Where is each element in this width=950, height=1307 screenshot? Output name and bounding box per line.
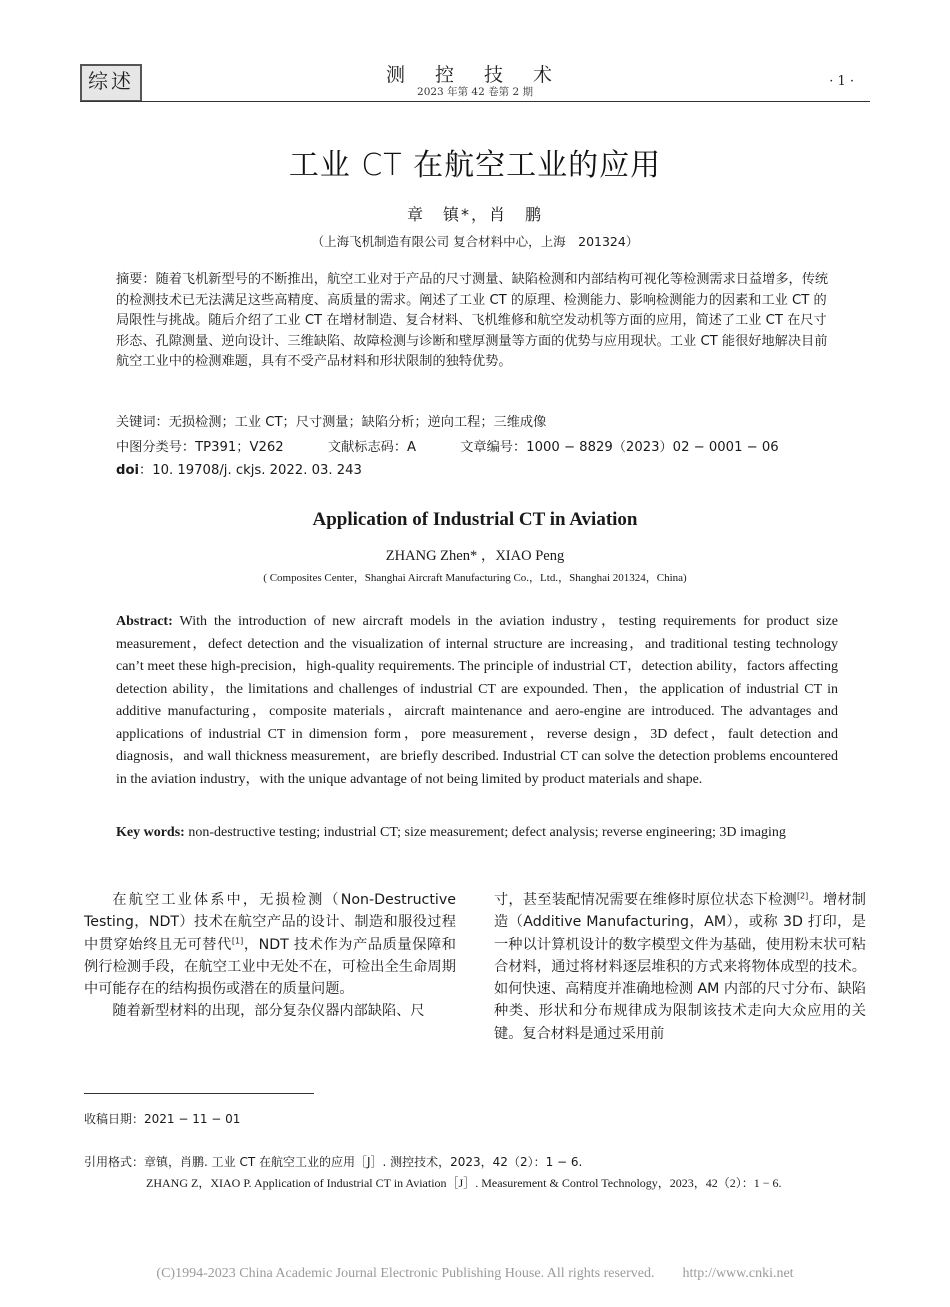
- body-paragraph: [84, 889, 456, 1000]
- paper-title-en: Application of Industrial CT in Aviation: [312, 509, 638, 530]
- authors-cn: 章 镇*，肖 鹏: [406, 205, 543, 224]
- copyright-watermark: (C)1994-2023 China Academic Journal Electronic Publishing House. All rights reserved. http://www.cnki.net: [156, 1266, 794, 1281]
- keywords-cn-label: 关键词：: [116, 415, 169, 430]
- keywords-en-label: Key words:: [116, 825, 185, 840]
- authors-en: ZHANG Zhen* ，XIAO Peng: [385, 548, 565, 564]
- doc-code: 文献标志码：A: [327, 440, 417, 455]
- doi-label: doi: [116, 463, 140, 478]
- body-paragraph: 随着新型材料的出现，部分复杂仪器内部缺陷、尺: [112, 1003, 425, 1020]
- abstract-cn-label: 摘要：: [116, 272, 156, 287]
- issue-info: 2023 年第 42 卷第 2 期: [417, 86, 533, 98]
- footnote-divider: [84, 1093, 314, 1094]
- citation-ref[interactable]: [2]: [796, 891, 809, 901]
- doi-line: [116, 461, 838, 482]
- citation-format-en: ZHANG Z，XIAO P. Application of Industrial CT in Aviation［J］. Measurement & Control Technology，2023，42（2）：1 − 6.: [146, 1176, 782, 1190]
- paper-title-cn: 工业 CT 在航空工业的应用: [288, 148, 662, 183]
- abstract-en: [116, 611, 838, 791]
- keywords-cn-text: 无损检测；工业 CT；尺寸测量；缺陷分析；逆向工程；三维成像: [168, 415, 547, 430]
- section-tag: 综述: [80, 64, 142, 102]
- body-text: 。增材制造（Additive Manufacturing，AM），或称 3D 打印，是一种以计算机设计的数字模型文件为基础，使用粉末状可粘合材料，通过将材料逐层堆积的方式来将物体成型的技术。如何快速、高精度并准确地检测 AM 内部的尺寸分布、缺陷种类、形状和分布规律成为限制该技术走向大众应用的关键。复合材料是通过采用前: [494, 892, 866, 1042]
- clc-number: 中图分类号：TP391；V262: [116, 440, 284, 455]
- received-date: 收稿日期：2021 − 11 − 01: [84, 1112, 241, 1126]
- abstract-cn-text: 随着飞机新型号的不断推出，航空工业对于产品的尺寸测量、缺陷检测和内部结构可视化等检测需求日益增多，传统的检测技术已无法满足这些高精度、高质量的需求。阐述了工业 CT 的原理、检测能力、影响检测能力的因素和工业 CT 的局限性与挑战。随后介绍了工业 CT 在增材制造、复合材料、飞机维修和航空发动机等方面的应用，简述了工业 CT 在尺寸形态、孔隙测量、逆向设计、三维缺陷、故障检测与诊断和壁厚测量等方面的优势与应用现状。工业 CT 能很好地解决目前航空工业中的检测难题，具有不受产品材料和形状限制的独特优势。: [116, 272, 829, 369]
- article-number: 文章编号：1000 − 8829（2023）02 − 0001 − 06: [460, 440, 779, 455]
- body-text: 寸，甚至装配情况需要在维修时原位状态下检测: [494, 892, 797, 908]
- keywords-cn: [116, 413, 838, 434]
- body-column-right: [494, 889, 866, 1045]
- abstract-cn: [116, 270, 838, 373]
- abstract-en-text: With the introduction of new aircraft models in the aviation industry，testing requirements for product size measurement，defect detection and the visualization of internal structure are increasing，and traditional testing technology can’t meet these high-precision，high-quality requirements. The principle of industrial CT，detection ability，factors affecting detection ability，the limitations and challenges of industrial CT are expounded. Then，the application of industrial CT in additive manufacturing，composite materials，aircraft maintenance and aero-engine are introduced. The advantages and applications of industrial CT in dimension form，pore measurement，reverse design，3D defect，fault detection and diagnosis，and wall thickness measurement，are briefly described. Industrial CT can solve the detection problems encountered in the aviation industry，with the unique advantage of not being limited by product materials and shape.: [116, 614, 838, 787]
- citation-ref[interactable]: [1]: [231, 935, 244, 945]
- keywords-en: [116, 822, 838, 845]
- body-column-left: [84, 889, 456, 1023]
- body-text: 在航空工业体系中，无损检测（Non-Destructive Testing，NDT）技术在航空产品的设计、制造和服役过程中贯穿始终且无可替代: [84, 892, 456, 953]
- body-text: ，NDT 技术作为产品质量保障和例行检测手段，在航空工业中无处不在，可检出全生命周期中可能存在的结构损伤或潜在的质量问题。: [84, 936, 456, 998]
- affiliation-en: ( Composites Center，Shanghai Aircraft Manufacturing Co.，Ltd.，Shanghai 201324，China): [263, 572, 687, 584]
- doi-value[interactable]: ：10. 19708/j. ckjs. 2022. 03. 243: [139, 463, 362, 478]
- page-number: · 1 ·: [829, 74, 854, 89]
- abstract-en-label: Abstract:: [116, 614, 173, 629]
- affiliation-cn: （上海飞机制造有限公司 复合材料中心，上海 201324）: [311, 234, 639, 249]
- header-divider: [80, 101, 870, 102]
- classification-line: [116, 438, 838, 459]
- body-paragraph: [494, 889, 866, 1045]
- citation-format-cn: 引用格式：章镇，肖鹏. 工业 CT 在航空工业的应用［J］. 测控技术，2023，42（2）：1 − 6.: [84, 1155, 583, 1169]
- keywords-en-text: non-destructive testing; industrial CT; size measurement; defect analysis; reverse engineering; 3D imaging: [184, 825, 786, 840]
- journal-name: 测 控 技 术: [385, 64, 565, 86]
